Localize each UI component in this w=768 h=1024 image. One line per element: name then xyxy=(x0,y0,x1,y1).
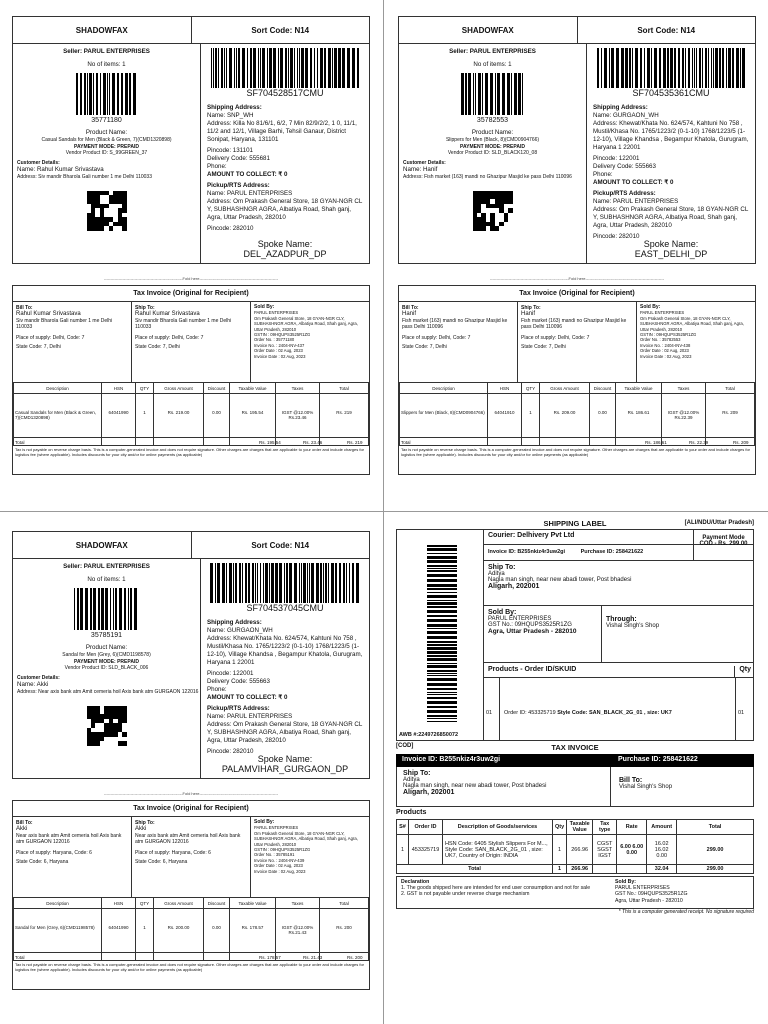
tax-sold-by-label: Sold By: xyxy=(615,879,637,885)
ship-to-name: Akki xyxy=(135,826,147,833)
line-number: 01 xyxy=(484,678,500,741)
sold-by-name: PARUL ENTERPRISES xyxy=(640,310,685,316)
col-total: Total xyxy=(677,820,754,835)
delivery-code: Delivery Code: 555663 xyxy=(593,163,656,170)
item-discount: 0.00 xyxy=(204,394,230,446)
bill-to-label: Bill To: xyxy=(16,820,33,826)
col-discount: Discount xyxy=(590,383,616,394)
product-name: Slippers for Men (Black, 8)(CMD0904766) xyxy=(445,137,540,143)
customer-address: Address: Siv mandir Bharola Gali number 1 me Delhi 110033 xyxy=(17,174,152,180)
amount-to-collect: AMOUNT TO COLLECT: ₹ 0 xyxy=(593,179,674,186)
item-discount: 0.00 xyxy=(204,909,230,961)
sort-code: Sort Code: N14 xyxy=(637,25,696,35)
spoke-name: PALAMVIHAR_GURGAON_DP xyxy=(221,764,349,774)
tax-invoice xyxy=(12,800,370,990)
row-total: 299.00 xyxy=(677,835,754,865)
payment-mode-label: Payment Mode xyxy=(702,535,745,541)
state-code: State Code: 7, Delhi xyxy=(402,344,447,351)
col-taxable: Taxable Value xyxy=(616,383,662,394)
tax-invoice-id: Invoice ID: B255nkiz4r3uw2gi xyxy=(402,756,501,763)
col-taxes: Taxes xyxy=(276,898,320,909)
item-gross: Rs. 209.00 xyxy=(540,394,590,446)
item-gross: Rs. 219.00 xyxy=(154,394,204,446)
order-number: 35785191 xyxy=(90,632,123,639)
payment-mode: PAYMENT MODE: PREPAID xyxy=(460,143,525,150)
place-of-supply: Place of supply: Haryana, Code: 6 xyxy=(16,850,92,857)
item-discount: 0.00 xyxy=(590,394,616,446)
tax-invoice xyxy=(12,285,370,475)
sold-by-label: Sold By: xyxy=(488,609,517,616)
sold-by-city: Agra, Uttar Pradesh - 282010 xyxy=(488,628,577,635)
vendor-product-id: Vendor Product ID: S_99GREEN_37 xyxy=(65,150,148,156)
invoice-no: Invoice No. : 2404-INV-438 xyxy=(640,342,691,348)
shipping-label: Shipping Address: xyxy=(207,619,262,626)
bill-to-name: Hanif xyxy=(402,311,417,318)
rts-address: Address: Om Prakash General Store, 18 GYAN-NGR CL Y, SUBHASHNGR AGRA, Albatiya Road, Shah ganj, Agra, Uttar Pradesh, 282010 xyxy=(593,206,749,229)
rts-pincode: Pincode: 282010 xyxy=(593,233,640,240)
invoice-date: Invoice Date : 02 Aug, 2023 xyxy=(254,353,306,359)
product-name: Casual Sandals for Men (Black & Green, 7)(CMD1320898) xyxy=(41,137,172,143)
sold-by-gst: GST No.: 09HQUPS3525R1ZG xyxy=(488,622,572,628)
ship-place-of-supply: Place of supply: Delhi, Code: 7 xyxy=(521,335,590,342)
customer-name: Name: Rahul Kumar Srivastava xyxy=(17,166,104,173)
order-barcode xyxy=(75,588,139,630)
ship-to-label: Ship To: xyxy=(521,305,541,311)
tax-total-qty: 1 xyxy=(553,865,567,874)
item-taxes: IGST @12.00% Rs.21.43 xyxy=(276,909,320,961)
total-amount: Rs. 209 xyxy=(733,440,749,445)
invoice-no: Invoice No. : 2404-INV-439 xyxy=(254,857,305,863)
label-quadrant-2 xyxy=(386,0,768,512)
rts-pincode: Pincode: 282010 xyxy=(207,225,254,232)
item-taxable: Rs. 195.54 xyxy=(230,394,276,446)
shadowfax-label xyxy=(12,16,370,264)
line-order-id: Order ID: 453325719 xyxy=(504,710,556,716)
shipping-label: Shipping Address: xyxy=(593,104,648,111)
rts-name: Name: PARUL ENTERPRISES xyxy=(593,198,679,205)
col-hsn: HSN xyxy=(488,383,522,394)
tax-ship-to-label: Ship To: xyxy=(403,770,431,777)
footer-note: * This is a computer generated receipt. No signature required xyxy=(618,909,754,915)
amount-to-collect: AMOUNT TO COLLECT: ₹ 0 xyxy=(207,171,288,178)
col-taxes: Taxes xyxy=(662,383,706,394)
item-hsn: 64041990 xyxy=(102,909,136,961)
col-sn: S# xyxy=(397,820,409,835)
sold-by-label: Sold By: xyxy=(640,304,661,310)
courier-name: SHADOWFAX xyxy=(399,17,578,43)
order-date: Order Date : 02 Aug, 2023 xyxy=(640,348,689,354)
order-number: 35782553 xyxy=(476,117,509,124)
item-description: Slippers for Men (Black, 8)(CMD0904766) xyxy=(400,394,488,446)
customer-address: Address: Fish market (163) mandi no Ghazipur Masjid ke pass Delhi 110096 xyxy=(403,174,572,180)
customer-address: Address: Near axis bank atm Amit cemeria hoil Axis bank atm GURGAON 122016 xyxy=(17,689,199,695)
gstin: GSTIN : 09HQUPS3525R1ZG xyxy=(254,847,311,853)
order-date: Order Date : 02 Aug, 2023 xyxy=(254,348,303,354)
row-sn: 1 xyxy=(397,835,409,865)
items-count: No of items: 1 xyxy=(473,61,512,68)
shipping-name: Name: SNP_WH xyxy=(207,112,254,119)
tax-total-label: Total xyxy=(397,865,553,874)
col-hsn: HSN xyxy=(102,383,136,394)
invoice-note: Tax is not payable on reverse charge basis. This is a computer-generated invoice and does not require signature. Other charges are charges that are applicable to your order and include charges for logistics fee (where applicable). Includes discounts for your city and/or for online payments (as applicable) xyxy=(15,447,365,457)
delivery-code: Delivery Code: 555663 xyxy=(207,678,270,685)
product-label: Product Name: xyxy=(471,129,514,136)
qr-code xyxy=(87,191,127,231)
declaration-2: 2. GST is not payable under reverse charge mechanism xyxy=(401,891,530,898)
col-order-id: Order ID xyxy=(409,820,443,835)
awb-barcode xyxy=(596,48,746,88)
col-rate: Rate xyxy=(617,820,647,835)
payment-mode-value: COD - Rs. 299.00 xyxy=(699,541,748,547)
label-quadrant-1 xyxy=(0,0,384,512)
sold-by-name: PARUL ENTERPRISES xyxy=(254,825,299,831)
ship-to-name: Hanif xyxy=(521,311,536,318)
delhivery-label xyxy=(396,519,754,915)
total-amount: Rs. 200 xyxy=(347,955,363,960)
pincode: Pincode: 122001 xyxy=(593,155,640,162)
gstin: GSTIN : 09HQUPS3525R1ZG xyxy=(640,332,697,338)
sort-code: Sort Code: N14 xyxy=(251,540,310,550)
row-taxable: 266.96 xyxy=(567,835,593,865)
col-discount: Discount xyxy=(204,383,230,394)
invoice-title: Tax Invoice (Original for Recipient) xyxy=(13,801,369,817)
col-qty: QTY xyxy=(522,383,540,394)
col-taxable: Taxable Value xyxy=(230,383,276,394)
seller-name: Seller: PARUL ENTERPRISES xyxy=(63,48,150,55)
courier-name: SHADOWFAX xyxy=(13,17,192,43)
invoice-date: Invoice Date : 02 Aug, 2023 xyxy=(254,868,306,874)
item-hsn: 64041910 xyxy=(488,394,522,446)
bill-to-address: Near axis bank atm Amit cemeria hoil Axis bank atm GURGAON 122016 xyxy=(16,832,122,845)
qr-code xyxy=(473,191,513,231)
item-hsn: 64041990 xyxy=(102,394,136,446)
shadowfax-label xyxy=(12,531,370,779)
tax-purchase-id: Purchase ID: 258421622 xyxy=(618,756,698,763)
bill-to-address: Fish market (163) mandi no Ghazipur Masjid ke pass Delhi 110096 xyxy=(402,317,508,330)
fold-line: -----------------------------------------------------------Fold here----------------------------------------------------------- xyxy=(489,276,665,281)
item-qty: 1 xyxy=(136,909,154,961)
qty-label: Qty xyxy=(734,666,751,678)
amount-to-collect: AMOUNT TO COLLECT: ₹ 0 xyxy=(207,694,288,701)
phone: Phone: xyxy=(207,686,227,693)
state-code: State Code: 6, Haryana xyxy=(16,859,69,866)
courier-name: SHADOWFAX xyxy=(13,532,192,558)
col-discount: Discount xyxy=(204,898,230,909)
bill-to-value: Vishal Singh's Shop xyxy=(619,784,673,790)
through-label: Through: xyxy=(606,616,637,623)
invoice-note: Tax is not payable on reverse charge basis. This is a computer-generated invoice and does not require signature. Other charges are charges that are applicable to your order and include charges for logistics fee (where applicable). Includes discounts for your city and/or for online payments (as applicable) xyxy=(15,962,365,972)
order-no: Order No. : 35785191 xyxy=(254,852,295,858)
customer-name: Name: Hanif xyxy=(403,166,438,173)
ship-to-address: Siv mandir Bharola Gali number 1 me Delhi 110033 xyxy=(135,317,232,330)
ship-to-label: Ship To: xyxy=(135,820,155,826)
tax-ship-to-name: Aditya xyxy=(403,777,420,783)
fold-line: -----------------------------------------------------------Fold here----------------------------------------------------------- xyxy=(103,276,279,281)
tax-ship-to-city: Aligarh, 202001 xyxy=(403,789,455,796)
item-total: Rs. 219 xyxy=(320,394,369,446)
invoice-date: Invoice Date : 02 Aug, 2023 xyxy=(640,353,692,359)
ship-to-name: Rahul Kumar Srivastava xyxy=(135,311,200,318)
sold-by-label: Sold By: xyxy=(254,819,275,825)
shipping-label-title: SHIPPING LABEL xyxy=(543,519,607,528)
col-gross: Gross Amount xyxy=(154,383,204,394)
cod-tag: [COD] xyxy=(396,743,414,749)
ship-to-address: Fish market (163) mandi no Ghazipur Masjid ke pass Delhi 110096 xyxy=(521,317,627,330)
sold-by-address: Om Prakash General Store, 18 GYAN-NGR CLY, SUBHASHNGR AGRA, Albatiya Road, Shah ganj, Agra, Uttar Pradesh, 282010 xyxy=(254,830,358,847)
col-total: Total xyxy=(320,383,369,394)
spoke-name: EAST_DELHI_DP xyxy=(634,249,708,259)
item-total: Rs. 209 xyxy=(706,394,755,446)
col-taxes: Taxes xyxy=(276,383,320,394)
total-label: Total xyxy=(15,955,25,960)
seller-name: Seller: PARUL ENTERPRISES xyxy=(449,48,536,55)
row-rates: 6.00 6.00 0.00 xyxy=(617,835,647,865)
bill-to-label: Bill To: xyxy=(619,777,643,784)
product-name: Sandal for Men (Grey, 6)(CMD1198578) xyxy=(62,652,151,658)
col-total: Total xyxy=(320,898,369,909)
row-qty: 1 xyxy=(553,835,567,865)
phone: Phone: xyxy=(593,171,613,178)
col-total: Total xyxy=(706,383,755,394)
total-label: Total xyxy=(15,440,25,445)
tax-sold-by-name: PARUL ENTERPRISES xyxy=(615,885,670,892)
rts-label: Pickup/RTS Address: xyxy=(593,190,656,197)
item-taxable: Rs. 186.61 xyxy=(616,394,662,446)
tax-total-taxable: 266.96 xyxy=(567,865,593,874)
order-barcode xyxy=(75,73,139,115)
place-of-supply: Place of supply: Delhi, Code: 7 xyxy=(16,335,85,342)
shipping-address: Address: Killa No 81/6/1, 6/2, 7 Min 82/9/2/2, 1 0, 11/1, 11/2 and 12/1, Village Barhi, Tehsil Ganaur, District Sonipat, Haryana, 131101 xyxy=(207,120,357,143)
payment-mode: PAYMENT MODE: PREPAID xyxy=(74,658,139,665)
label-quadrant-3 xyxy=(0,515,384,1024)
ship-to-name: Aditya xyxy=(488,571,505,577)
sold-by-address: Om Prakash General Store, 18 GYAN-NGR CLY, SUBHASHNGR AGRA, Albatiya Road, Shah ganj, Agra, Uttar Pradesh, 282010 xyxy=(640,315,744,332)
tax-sold-by-gst: GST No.: 09HQUPS3525R1ZG xyxy=(615,891,688,898)
total-tax: Rs. 21.43 xyxy=(303,955,323,960)
bill-to-address: Siv mandir Bharola Gali number 1 me Delhi 110033 xyxy=(16,317,113,330)
sort-code: Sort Code: N14 xyxy=(251,25,310,35)
col-qty: Qty xyxy=(553,820,567,835)
shipping-name: Name: GURGAON_WH xyxy=(593,112,659,119)
total-taxable: Rs. 195.54 xyxy=(259,440,281,445)
col-hsn: HSN xyxy=(102,898,136,909)
item-total: Rs. 200 xyxy=(320,909,369,961)
ship-to-label: Ship To: xyxy=(488,564,516,571)
tax-invoice xyxy=(398,285,756,475)
col-taxable: Taxable Value xyxy=(230,898,276,909)
products-label: Products - Order ID/SKUID xyxy=(488,666,577,673)
row-tax-types: CGST SGST IGST xyxy=(593,835,617,865)
tax-total-total: 299.00 xyxy=(677,865,754,874)
courier-name: Courier: Delhivery Pvt Ltd xyxy=(484,530,753,545)
total-tax: Rs. 22.39 xyxy=(689,440,709,445)
item-taxes: IGST @12.00% Rs.22.39 xyxy=(662,394,706,446)
order-no: Order No. : 35771180 xyxy=(254,337,295,343)
line-style-code: Style Code: SAN_BLACK_2G_01 , size: UK7 xyxy=(557,710,672,716)
awb-number: SF704528517CMU xyxy=(246,88,324,98)
total-taxable: Rs. 186.61 xyxy=(645,440,667,445)
product-label: Product Name: xyxy=(85,644,128,651)
col-gross: Gross Amount xyxy=(154,898,204,909)
awb-barcode xyxy=(210,48,360,88)
shipping-label: Shipping Address: xyxy=(207,104,262,111)
awb-barcode xyxy=(210,563,360,603)
item-qty: 1 xyxy=(522,394,540,446)
row-amounts: 16.02 16.02 0.00 xyxy=(647,835,677,865)
tax-invoice-title: TAX INVOICE xyxy=(551,743,599,752)
col-description: Description xyxy=(14,898,102,909)
sold-by-name: PARUL ENTERPRISES xyxy=(488,616,552,622)
awb-number: AWB #:2249726850072 xyxy=(399,732,459,738)
item-qty: 1 xyxy=(136,394,154,446)
ship-state-code: State Code: 7, Delhi xyxy=(521,344,566,351)
items-count: No of items: 1 xyxy=(87,61,126,68)
total-taxable: Rs. 178.57 xyxy=(259,955,281,960)
col-tax-type: Tax type xyxy=(593,820,617,835)
spoke-name: DEL_AZADPUR_DP xyxy=(243,249,327,259)
qr-code xyxy=(87,706,127,746)
rts-label: Pickup/RTS Address: xyxy=(207,705,270,712)
invoice-note: Tax is not payable on reverse charge basis. This is a computer-generated invoice and does not require signature. Other charges are charges that are applicable to your order and include charges for logistics fee (where applicable). Includes discounts for your city and/or for online payments (as applicable) xyxy=(401,447,751,457)
col-description: Description xyxy=(14,383,102,394)
bill-to-label: Bill To: xyxy=(402,305,419,311)
shipping-name: Name: GURGAON_WH xyxy=(207,627,273,634)
invoice-no: Invoice No. : 2404-INV-437 xyxy=(254,342,305,348)
rts-pincode: Pincode: 282010 xyxy=(207,748,254,755)
gstin: GSTIN : 09HQUPS3525R1ZG xyxy=(254,332,311,338)
payment-mode: PAYMENT MODE: PREPAID xyxy=(74,143,139,150)
rts-name: Name: PARUL ENTERPRISES xyxy=(207,713,293,720)
tax-sold-by-city: Agra, Uttar Pradesh - 282010 xyxy=(615,897,683,904)
customer-label: Customer Details: xyxy=(17,159,60,166)
col-taxable-value: Taxable Value xyxy=(567,820,593,835)
invoice-title: Tax Invoice (Original for Recipient) xyxy=(13,286,369,302)
row-order-id: 453325719 xyxy=(409,835,443,865)
pincode: Pincode: 122001 xyxy=(207,670,254,677)
rts-address: Address: Om Prakash General Store, 18 GYAN-NGR CL Y, SUBHASHNGR AGRA, Albatiya Road, Shah ganj, Agra, Uttar Pradesh, 282010 xyxy=(207,721,363,744)
sold-by-address: Om Prakash General Store, 18 GYAN-NGR CLY, SUBHASHNGR AGRA, Albatiya Road, Shah ganj, Agra, Uttar Pradesh, 282010 xyxy=(254,315,358,332)
fold-line: -----------------------------------------------------------Fold here----------------------------------------------------------- xyxy=(103,791,279,796)
sold-by-name: PARUL ENTERPRISES xyxy=(254,310,299,316)
state-code: State Code: 7, Delhi xyxy=(16,344,61,351)
rts-name: Name: PARUL ENTERPRISES xyxy=(207,190,293,197)
bill-to-name: Rahul Kumar Srivastava xyxy=(16,311,81,318)
table-row xyxy=(397,835,754,865)
order-no: Order No. : 35782553 xyxy=(640,337,681,343)
awb-number: SF704535361CMU xyxy=(632,88,710,98)
ship-state-code: State Code: 7, Delhi xyxy=(135,344,180,351)
ship-to-label: Ship To: xyxy=(135,305,155,311)
tax-total-amount: 32.04 xyxy=(647,865,677,874)
items-count: No of items: 1 xyxy=(87,576,126,583)
region-code: [ALI/NDU/Uttar Pradesh] xyxy=(684,520,754,526)
customer-label: Customer Details: xyxy=(17,674,60,681)
order-number: 35771180 xyxy=(91,117,122,124)
spoke-label: Spoke Name: xyxy=(257,754,313,764)
total-tax: Rs. 23.46 xyxy=(303,440,323,445)
tax-ship-to-address: Nagla man singh, near new abadi tower, Post bhadesi xyxy=(403,783,547,789)
bill-to-name: Akki xyxy=(16,826,28,833)
ship-place-of-supply: Place of supply: Delhi, Code: 7 xyxy=(135,335,204,342)
awb-number: SF704537045CMU xyxy=(246,603,324,613)
customer-name: Name: Akki xyxy=(17,681,49,688)
purchase-id: Purchase ID: 258421622 xyxy=(580,549,644,555)
row-description: HSN Code: 6405 Stylish Slippers For M..., Style Code: SAN_BLACK_2G_01 , size: UK7, Country of Origin: INDIA xyxy=(443,835,553,865)
line-qty: 01 xyxy=(735,678,753,741)
seller-name: Seller: PARUL ENTERPRISES xyxy=(63,563,150,570)
shipping-address: Address: Khewat/Khata No. 624/574, Kahtuni No 758 , Mustil/Khasa No. 1765/1223/2 (0-1-10) 1768/1223/5 (1-12-10), Village Khandsa , Begampur Khatola, Gurugram, Haryana 1 22001 xyxy=(593,120,749,151)
col-amount: Amount xyxy=(647,820,677,835)
total-label: Total xyxy=(401,440,411,445)
declaration-1: 1. The goods shipped here are intended for end user consumption and not for sale xyxy=(401,885,591,892)
ship-to-address: Near axis bank atm Amit cemeria hoil Axis bank atm GURGAON 122016 xyxy=(135,832,241,845)
total-amount: Rs. 219 xyxy=(347,440,363,445)
delivery-code: Delivery Code: 555681 xyxy=(207,155,270,162)
item-gross: Rs. 200.00 xyxy=(154,909,204,961)
phone: Phone: xyxy=(207,163,227,170)
item-taxable: Rs. 178.57 xyxy=(230,909,276,961)
ship-state-code: State Code: 6, Haryana xyxy=(135,859,188,866)
item-description: Casual Sandals for Men (Black & Green, 7)(CMD1320898) xyxy=(14,394,102,446)
product-label: Product Name: xyxy=(85,129,128,136)
place-of-supply: Place of supply: Delhi, Code: 7 xyxy=(402,335,471,342)
products-title: Products xyxy=(396,809,427,816)
pincode: Pincode: 131101 xyxy=(207,147,253,154)
sold-by-label: Sold By: xyxy=(254,304,275,310)
rts-address: Address: Om Prakash General Store, 18 GYAN-NGR CL Y, SUBHASHNGR AGRA, Albatiya Road, Shah ganj, Agra, Uttar Pradesh, 282010 xyxy=(207,198,363,221)
through-value: Vishal Singh's Shop xyxy=(606,623,660,629)
col-qty: QTY xyxy=(136,383,154,394)
customer-label: Customer Details: xyxy=(403,159,446,166)
ship-to-address: Nagla man singh, near new abadi tower, Post bhadesi xyxy=(488,577,632,583)
col-gross: Gross Amount xyxy=(540,383,590,394)
order-date: Order Date : 02 Aug, 2023 xyxy=(254,863,303,869)
col-goods: Description of Goods/services xyxy=(443,820,553,835)
spoke-label: Spoke Name: xyxy=(257,239,313,249)
ship-to-city: Aligarh, 202001 xyxy=(488,583,540,590)
ship-place-of-supply: Place of supply: Haryana, Code: 6 xyxy=(135,850,211,857)
item-description: Sandal for Men (Grey, 6)(CMD1198578) xyxy=(14,909,102,961)
declaration-label: Declaration xyxy=(401,879,430,885)
shadowfax-label xyxy=(398,16,756,264)
col-description: Description xyxy=(400,383,488,394)
shipping-address: Address: Khewat/Khata No. 624/574, Kahtuni No 758 , Mustil/Khasa No. 1765/1223/2 (0-1-10) 1768/1223/5 (1-12-10), Village Khandsa , Begampur Khatola, Gurugram, Haryana 1 22001 xyxy=(207,635,363,666)
bill-to-label: Bill To: xyxy=(16,305,33,311)
order-barcode xyxy=(461,73,525,115)
item-taxes: IGST @12.00% Rs.23.46 xyxy=(276,394,320,446)
rts-label: Pickup/RTS Address: xyxy=(207,182,270,189)
invoice-id: Invoice ID: B255nkiz4r3uw2gi xyxy=(488,549,566,555)
delhivery-awb-barcode xyxy=(427,544,457,724)
spoke-label: Spoke Name: xyxy=(643,239,699,249)
vendor-product-id: Vendor Product ID: SLD_BLACK120_08 xyxy=(447,150,538,156)
col-qty: QTY xyxy=(136,898,154,909)
vendor-product-id: Vendor Product ID: SLD_BLACK_006 xyxy=(64,665,149,671)
invoice-title: Tax Invoice (Original for Recipient) xyxy=(399,286,755,302)
